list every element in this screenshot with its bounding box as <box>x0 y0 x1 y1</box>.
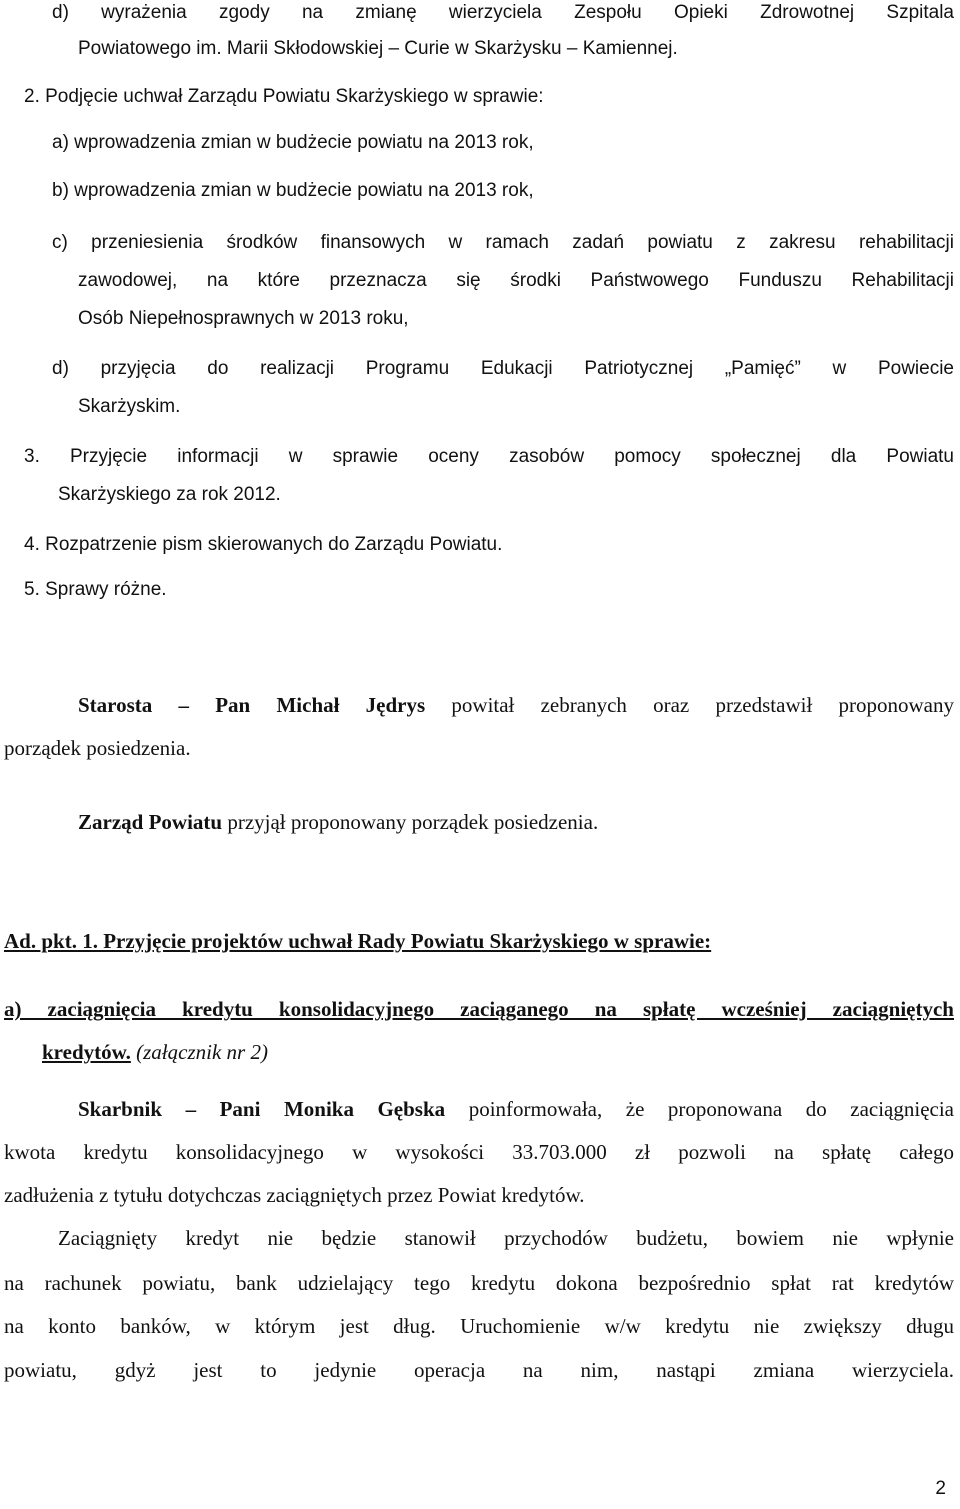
agenda-item-1d-line2: Powiatowego im. Marii Skłodowskiej – Curie w Skarżysku – Kamiennej. <box>78 38 678 59</box>
agenda-item-2a: a) wprowadzenia zmian w budżecie powiatu na 2013 rok, <box>52 132 534 153</box>
item-a-heading-line2 <box>42 1039 268 1065</box>
credit-paragraph-line3: na konto banków, w którym jest dług. Uruchomienie w/w kredytu nie zwiększy długu <box>4 1314 954 1338</box>
agenda-item-1d-line1: d) wyrażenia zgody na zmianę wierzyciela Zespołu Opieki Zdrowotnej Szpitala <box>52 2 954 23</box>
zarzad-text: przyjął proponowany porządek posiedzenia. <box>222 810 599 834</box>
agenda-item-2d-line2: Skarżyskim. <box>78 396 181 417</box>
starosta-text: powitał zebranych oraz przedstawił proponowany <box>425 693 954 717</box>
agenda-item-2: 2. Podjęcie uchwał Zarządu Powiatu Skarżyskiego w sprawie: <box>24 86 544 107</box>
agenda-item-2c-line2: zawodowej, na które przeznacza się środki Państwowego Funduszu Rehabilitacji <box>78 270 954 291</box>
credit-paragraph-line2: na rachunek powiatu, bank udzielający tego kredytu dokona bezpośrednio spłat rat kredytów <box>4 1271 954 1295</box>
skarbnik-text: poinformowała, że proponowana do zaciągnięcia <box>445 1097 954 1121</box>
skarbnik-paragraph-line3: zadłużenia z tytułu dotychczas zaciągniętych przez Powiat kredytów. <box>4 1183 585 1207</box>
attachment-reference: (załącznik nr 2) <box>130 1040 268 1064</box>
item-a-heading-end: kredytów. <box>42 1040 131 1064</box>
agenda-item-4: 4. Rozpatrzenie pism skierowanych do Zarządu Powiatu. <box>24 534 503 555</box>
zarzad-name: Zarząd Powiatu <box>78 810 223 834</box>
skarbnik-name: Skarbnik – Pani Monika Gębska <box>78 1097 446 1121</box>
agenda-item-2c-line3: Osób Niepełnosprawnych w 2013 roku, <box>78 308 409 329</box>
starosta-name: Starosta – Pan Michał Jędrys <box>78 693 426 717</box>
credit-paragraph-line4: powiatu, gdyż jest to jedynie operacja na nim, nastąpi zmiana wierzyciela. <box>4 1358 954 1382</box>
agenda-item-3-line1: 3. Przyjęcie informacji w sprawie oceny zasobów pomocy społecznej dla Powiatu <box>24 446 954 467</box>
item-a-heading-line1: a) zaciągnięcia kredytu konsolidacyjnego zaciąganego na spłatę wcześniej zaciągniętych <box>4 997 954 1021</box>
zarzad-paragraph <box>78 809 598 835</box>
skarbnik-paragraph-line1 <box>78 1096 954 1122</box>
agenda-item-2d-line1: d) przyjęcia do realizacji Programu Edukacji Patriotycznej „Pamięć” w Powiecie <box>52 358 954 379</box>
credit-paragraph-line1: Zaciągnięty kredyt nie będzie stanowił przychodów budżetu, bowiem nie wpłynie <box>58 1226 954 1250</box>
starosta-paragraph-line2: porządek posiedzenia. <box>4 736 191 760</box>
agenda-item-2c-line1: c) przeniesienia środków finansowych w ramach zadań powiatu z zakresu rehabilitacji <box>52 232 954 253</box>
starosta-paragraph-line1 <box>78 692 954 718</box>
skarbnik-paragraph-line2: kwota kredytu konsolidacyjnego w wysokości 33.703.000 zł pozwoli na spłatę całego <box>4 1140 954 1164</box>
page-number: 2 <box>935 1478 946 1499</box>
agenda-item-3-line2: Skarżyskiego za rok 2012. <box>58 484 281 505</box>
section-heading-ad-pkt-1: Ad. pkt. 1. Przyjęcie projektów uchwał Rady Powiatu Skarżyskiego w sprawie: <box>4 929 712 953</box>
agenda-item-2b: b) wprowadzenia zmian w budżecie powiatu na 2013 rok, <box>52 180 534 201</box>
agenda-item-5: 5. Sprawy różne. <box>24 579 167 600</box>
